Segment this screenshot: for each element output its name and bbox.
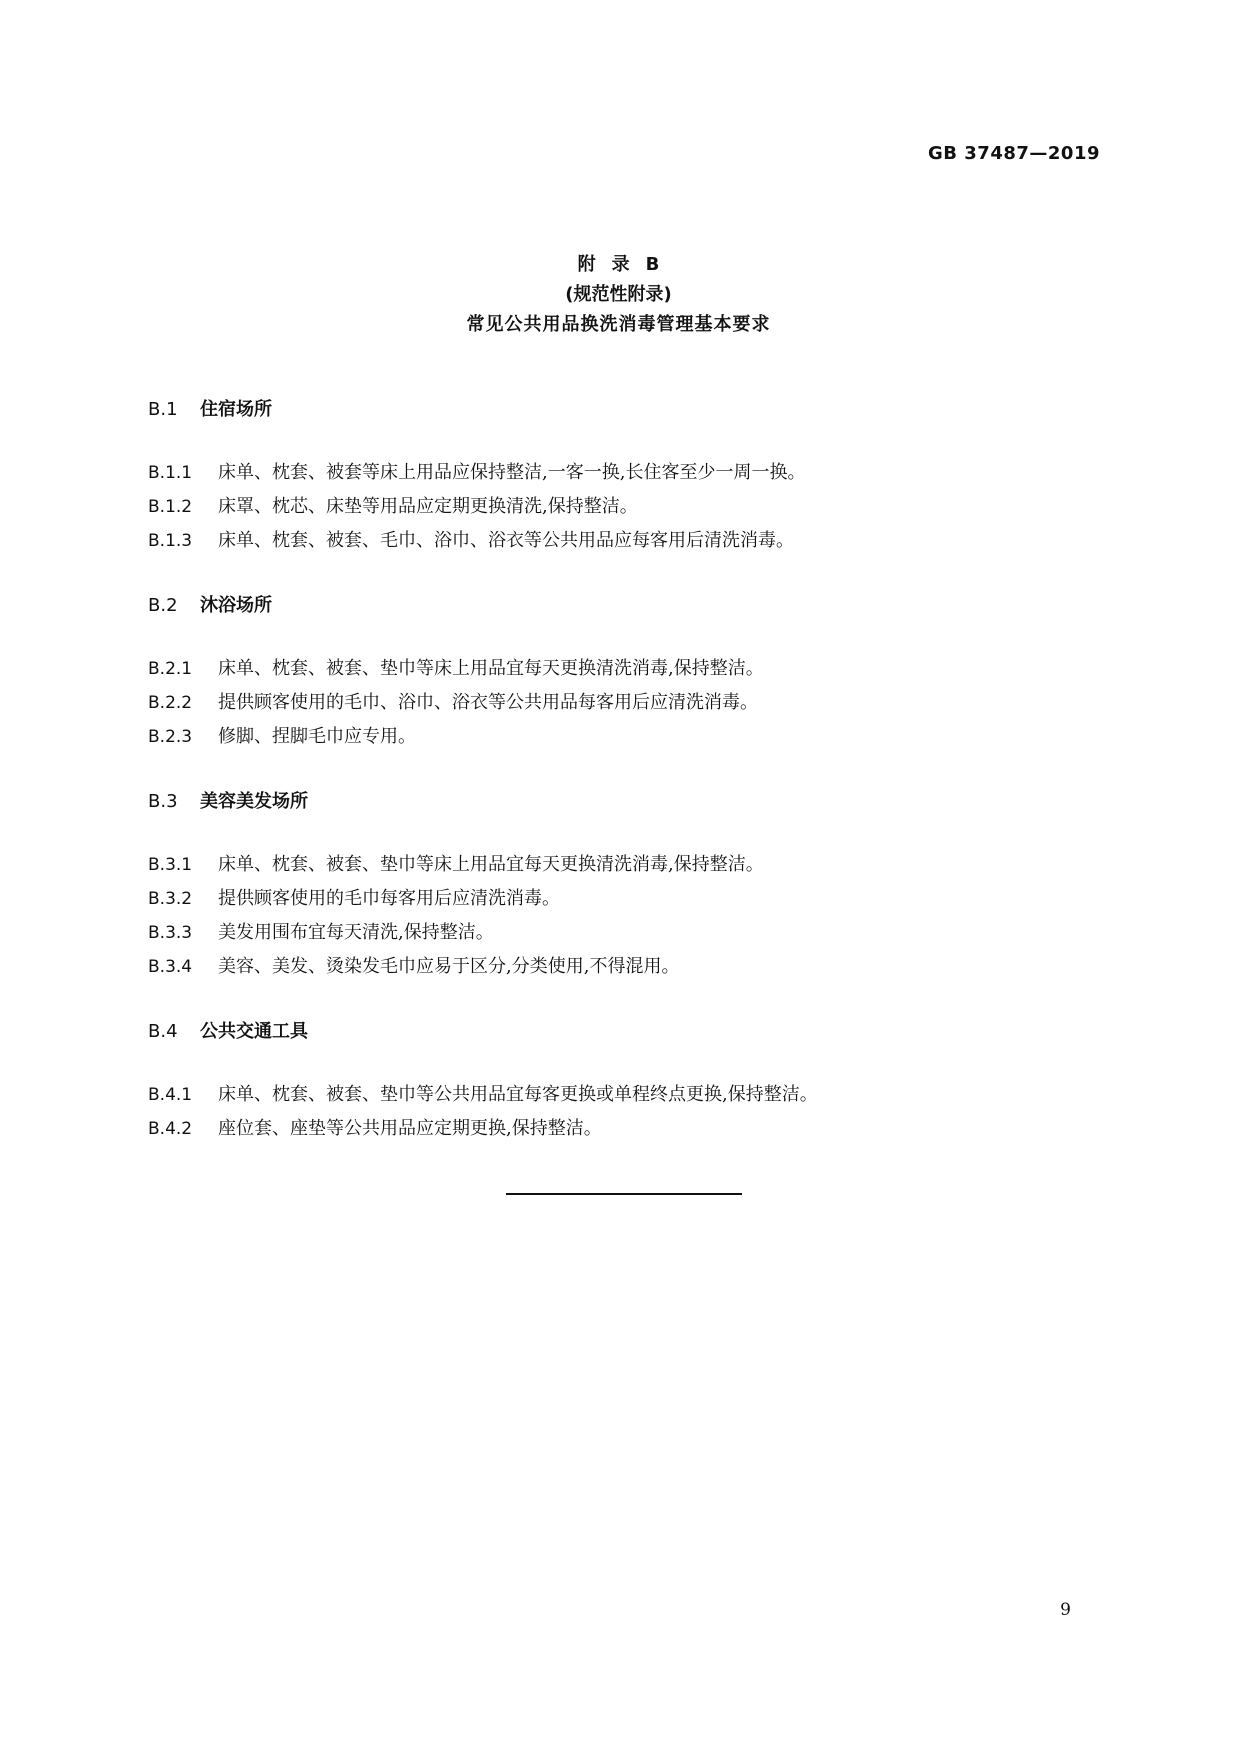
section-b3 (148, 788, 1108, 984)
clause (148, 950, 1108, 984)
clause-number: B.3.4 (148, 957, 193, 977)
clause (148, 1112, 1108, 1146)
annex-content (148, 396, 1108, 1180)
section-number: B.4 (148, 1021, 178, 1042)
clause-number: B.4.1 (148, 1085, 193, 1105)
section-heading (148, 396, 1108, 424)
section-title: 美容美发场所 (200, 791, 308, 812)
annex-name: 常见公共用品换洗消毒管理基本要求 (466, 314, 771, 335)
clause-number: B.2.3 (148, 727, 193, 747)
annex-type: (规范性附录) (565, 284, 672, 305)
section-b2 (148, 592, 1108, 754)
clause-list (148, 652, 1108, 754)
clause-text: 床单、枕套、被套等床上用品应保持整洁,一客一换,长住客至少一周一换。 (218, 462, 806, 483)
clause (148, 456, 1108, 490)
section-number: B.2 (148, 595, 178, 616)
clause-list (148, 456, 1108, 558)
section-title: 住宿场所 (200, 399, 272, 420)
clause-text: 美容、美发、烫染发毛巾应易于区分,分类使用,不得混用。 (218, 956, 680, 977)
page-number: 9 (1060, 1600, 1071, 1620)
clause-text: 提供顾客使用的毛巾、浴巾、浴衣等公共用品每客用后应清洗消毒。 (218, 692, 758, 713)
end-of-document-rule (506, 1193, 742, 1195)
clause-number: B.1.3 (148, 531, 193, 551)
clause-text: 美发用围布宜每天清洗,保持整洁。 (218, 922, 494, 943)
section-heading (148, 592, 1108, 620)
clause-number: B.1.1 (148, 463, 193, 483)
clause (148, 916, 1108, 950)
section-title: 沐浴场所 (200, 595, 272, 616)
section-heading (148, 1018, 1108, 1046)
clause-text: 床单、枕套、被套、垫巾等床上用品宜每天更换清洗消毒,保持整洁。 (218, 854, 764, 875)
clause (148, 686, 1108, 720)
clause (148, 524, 1108, 558)
standard-code: GB 37487—2019 (928, 143, 1100, 164)
clause-text: 座位套、座垫等公共用品应定期更换,保持整洁。 (218, 1118, 602, 1139)
clause-number: B.1.2 (148, 497, 193, 517)
section-b4 (148, 1018, 1108, 1146)
clause-number: B.4.2 (148, 1119, 193, 1139)
clause-text: 床单、枕套、被套、垫巾等公共用品宜每客更换或单程终点更换,保持整洁。 (218, 1084, 818, 1105)
clause-number: B.3.1 (148, 855, 193, 875)
clause (148, 652, 1108, 686)
clause-list (148, 1078, 1108, 1146)
clause-text: 修脚、捏脚毛巾应专用。 (218, 726, 416, 747)
clause-text: 提供顾客使用的毛巾每客用后应清洗消毒。 (218, 888, 560, 909)
clause (148, 882, 1108, 916)
clause-number: B.3.2 (148, 889, 193, 909)
section-number: B.1 (148, 399, 178, 420)
clause-number: B.3.3 (148, 923, 193, 943)
section-b1 (148, 396, 1108, 558)
clause-text: 床罩、枕芯、床垫等用品应定期更换清洗,保持整洁。 (218, 496, 638, 517)
clause-list (148, 848, 1108, 984)
section-number: B.3 (148, 791, 178, 812)
clause (148, 1078, 1108, 1112)
clause (148, 490, 1108, 524)
clause-text: 床单、枕套、被套、毛巾、浴巾、浴衣等公共用品应每客用后清洗消毒。 (218, 530, 794, 551)
annex-title: 附录B (577, 254, 676, 275)
clause-number: B.2.2 (148, 693, 193, 713)
clause (148, 848, 1108, 882)
clause (148, 720, 1108, 754)
section-heading (148, 788, 1108, 816)
clause-text: 床单、枕套、被套、垫巾等床上用品宜每天更换清洗消毒,保持整洁。 (218, 658, 764, 679)
section-title: 公共交通工具 (200, 1021, 308, 1042)
clause-number: B.2.1 (148, 659, 193, 679)
annex-heading (0, 250, 1237, 340)
